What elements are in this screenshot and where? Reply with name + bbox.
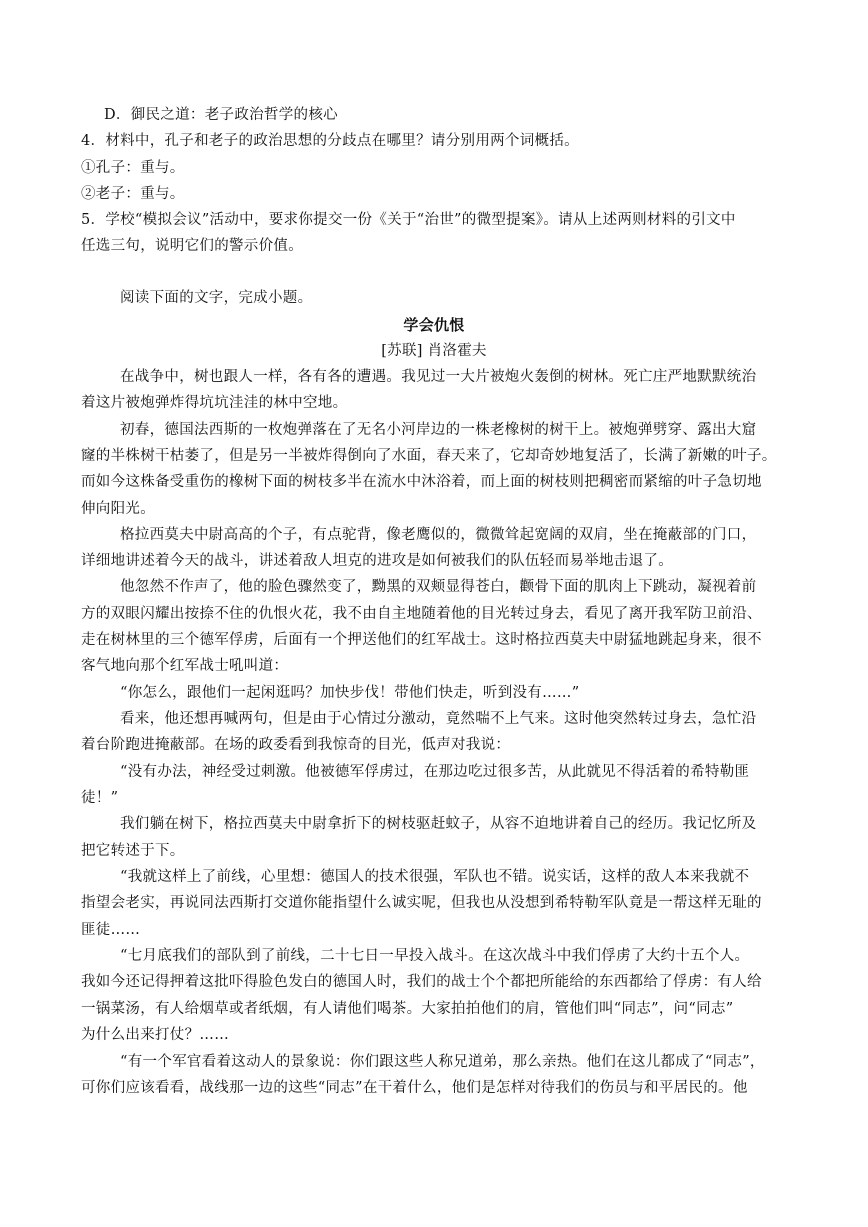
- paragraph-line: 为什么出来打仗？……: [81, 1027, 229, 1043]
- paragraph-line: 客气地向那个红军战士吼叫道：: [81, 658, 289, 674]
- paragraph-line: 指望会老实，再说同法西斯打交道你能指望什么诚实呢，但我也从没想到希特勒军队竟是一帮这样无耻的: [81, 895, 762, 911]
- paragraph-line: 伸向阳光。: [81, 501, 155, 517]
- paragraph-line: “我就这样上了前线，心里想：德国人的技术很强，军队也不错。说实话，这样的敌人本来我就不: [120, 869, 750, 885]
- paragraph-line: 把它转述于下。: [81, 843, 185, 859]
- option-d: D．御民之道：老子政治哲学的核心: [104, 107, 338, 123]
- paragraph-line: 着这片被炮弹炸得坑坑洼洼的林中空地。: [81, 395, 348, 411]
- paragraph-line: “七月底我们的部队到了前线，二十七日一早投入战斗。在这次战斗中我们俘虏了大约十五个人。: [120, 948, 750, 964]
- question-5-line: 任选三句，说明它们的警示价值。: [81, 238, 303, 254]
- paragraph-line: 匪徒……: [81, 922, 141, 938]
- paragraph-line: 走在树林里的三个德军俘虏，后面有一个押送他们的红军战士。这时格拉西莫夫中尉猛地跳起身来，很不: [81, 632, 762, 648]
- paragraph-line: 详细地讲述着今天的战斗，讲述着敌人坦克的进攻是如何被我们的队伍轻而易举地击退了。: [81, 553, 673, 569]
- paragraph-line: 窿的半株树干枯萎了，但是另一半被炸得倒向了水面，春天来了，它却奇妙地复活了，长满了新嫩的叶子。: [81, 448, 777, 464]
- paragraph-line: 我们躺在树下，格拉西莫夫中尉拿折下的树枝驱赶蚊子，从容不迫地讲着自己的经历。我记忆所及: [120, 816, 757, 832]
- question-4-answer-laozi: ②老子：重与。: [81, 186, 185, 202]
- paragraph-line: 初春，德国法西斯的一枚炮弹落在了无名小河岸边的一株老橡树的树干上。被炮弹劈穿、露出大窟: [120, 422, 757, 438]
- paragraph-line: “有一个军官看着这动人的景象说：你们跟这些人称兄道弟，那么亲热。他们在这儿都成了“同志”，: [120, 1054, 765, 1070]
- paragraph-line: “没有办法，神经受过刺激。他被德军俘虏过，在那边吃过很多苦，从此就见不得活着的希特勒匪: [120, 764, 750, 780]
- paragraph-line: 可你们应该看看，战线那一边的这些“同志”在干着什么，他们是怎样对待我们的伤员与和平居民的。他: [81, 1080, 748, 1096]
- reading-instruction: 阅读下面的文字，完成小题。: [120, 290, 313, 306]
- paragraph-line: 徒！”: [81, 790, 119, 806]
- article-title: 学会仇恨: [403, 316, 465, 334]
- paragraph-line: 我如今还记得押着这批吓得脸色发白的德国人时，我们的战士个个都把所能给的东西都给了俘虏：有人给: [81, 974, 762, 990]
- paragraph-line: 一锅菜汤，有人给烟草或者纸烟，有人请他们喝茶。大家拍拍他们的肩，管他们叫“同志”，问“同志”: [81, 1001, 734, 1017]
- article-author: [苏联] 肖洛霍夫: [381, 343, 487, 359]
- paragraph-line: 看来，他还想再喊两句，但是由于心情过分激动，竟然喘不上气来。这时他突然转过身去，急忙沿: [120, 711, 757, 727]
- question-5-line: 5．学校“模拟会议”活动中，要求你提交一份《关于“治世”的微型提案》。请从上述两则材料的引文中: [81, 212, 736, 228]
- paragraph-line: 而如今这株备受重伤的橡树下面的树枝多半在流水中沐浴着，而上面的树枝则把稠密而紧缩的叶子急切地: [81, 474, 762, 490]
- paragraph-line: 他忽然不作声了，他的脸色骤然变了，黝黑的双颊显得苍白，颧骨下面的肌肉上下跳动，凝视着前: [120, 579, 757, 595]
- paragraph-line: 着台阶跑进掩蔽部。在场的政委看到我惊奇的目光，低声对我说：: [81, 737, 511, 753]
- question-4-answer-confucius: ①孔子：重与。: [81, 160, 185, 176]
- paragraph-line: “你怎么，跟他们一起闲逛吗？加快步伐！带他们快走，听到没有……”: [120, 685, 580, 701]
- paragraph-line: 方的双眼闪耀出按捺不住的仇恨火花，我不由自主地随着他的目光转过身去，看见了离开我军防卫前沿、: [81, 606, 762, 622]
- paragraph-line: 在战争中，树也跟人一样，各有各的遭遇。我见过一大片被炮火轰倒的树林。死亡庄严地默默统治: [120, 369, 757, 385]
- paragraph-line: 格拉西莫夫中尉高高的个子，有点驼背，像老鹰似的，微微耸起宽阔的双肩，坐在掩蔽部的门口，: [120, 527, 757, 543]
- question-4: 4．材料中，孔子和老子的政治思想的分歧点在哪里？请分别用两个词概括。: [81, 133, 579, 149]
